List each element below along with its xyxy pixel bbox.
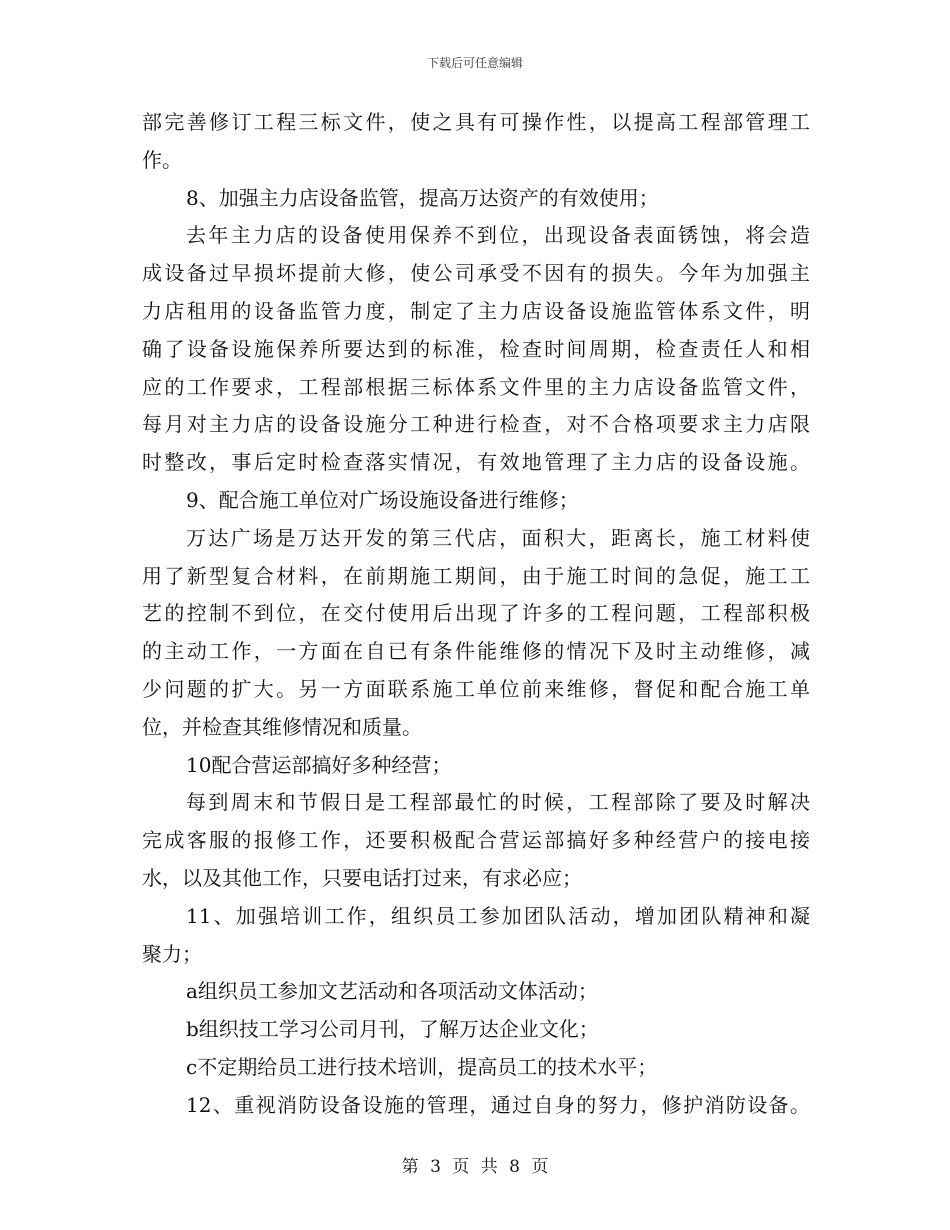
text-line: 时整改，事后定时检查落实情况，有效地管理了主力店的设备设施。 — [142, 450, 810, 475]
text-line: 用了新型复合材料，在前期施工期间，由于施工时间的急促，施工工 — [142, 563, 810, 588]
document-body — [142, 104, 810, 1125]
text-line: 确了设备设施保养所要达到的标准，检查时间周期，检查责任人和相 — [142, 336, 810, 361]
text-line: 11、加强培训工作，组织员工参加团队活动，增加团队精神和凝 — [186, 903, 810, 928]
page-footer: 第 3 页 共 8 页 — [401, 1157, 549, 1177]
text-line: 部完善修订工程三标文件，使之具有可操作性，以提高工程部管理工 — [142, 110, 810, 134]
text-line: 去年主力店的设备使用保养不到位，出现设备表面锈蚀，将会造 — [186, 223, 810, 248]
text-line: 完成客服的报修工作，还要积极配合营运部搞好多种经营户的接电接 — [142, 828, 810, 853]
text-line: a组织员工参加文艺活动和各项活动文体活动； — [186, 979, 598, 1004]
text-line: 的主动工作，一方面在自已有条件能维修的情况下及时主动维修，减 — [142, 639, 810, 664]
text-line: 每到周末和节假日是工程部最忙的时候，工程部除了要及时解决 — [186, 790, 810, 815]
text-line: 10配合营运部搞好多种经营； — [186, 752, 452, 777]
text-line: 每月对主力店的设备设施分工种进行检查，对不合格项要求主力店限 — [142, 412, 810, 437]
text-line: 9、配合施工单位对广场设施设备进行维修； — [186, 487, 579, 512]
text-line: 应的工作要求，工程部根据三标体系文件里的主力店设备监管文件， — [142, 374, 810, 399]
text-line: 8、加强主力店设备监管，提高万达资产的有效使用； — [186, 185, 659, 210]
text-line: b组织技工学习公司月刊，了解万达企业文化； — [186, 1017, 599, 1042]
text-line: 少问题的扩大。另一方面联系施工单位前来维修，督促和配合施工单 — [142, 676, 810, 701]
text-line: 成设备过早损坏提前大修，使公司承受不因有的损失。今年为加强主 — [142, 261, 810, 286]
text-line: 万达广场是万达开发的第三代店，面积大，距离长，施工材料使 — [186, 525, 810, 550]
text-line: 位，并检查其维修情况和质量。 — [142, 714, 422, 739]
text-line: 水，以及其他工作，只要电话打过来，有求必应； — [142, 865, 582, 890]
text-line: 作。 — [142, 147, 182, 172]
text-line: c不定期给员工进行技术培训，提高员工的技术水平； — [186, 1054, 658, 1079]
text-line: 艺的控制不到位，在交付使用后出现了许多的工程问题，工程部积极 — [142, 601, 810, 626]
page-header: 下载后可任意编辑 — [426, 56, 523, 70]
text-line: 聚力； — [142, 941, 202, 966]
text-line: 12、重视消防设备设施的管理，通过自身的努力，修护消防设备。 — [186, 1092, 810, 1117]
text-line: 力店租用的设备监管力度，制定了主力店设备设施监管体系文件，明 — [142, 298, 810, 323]
